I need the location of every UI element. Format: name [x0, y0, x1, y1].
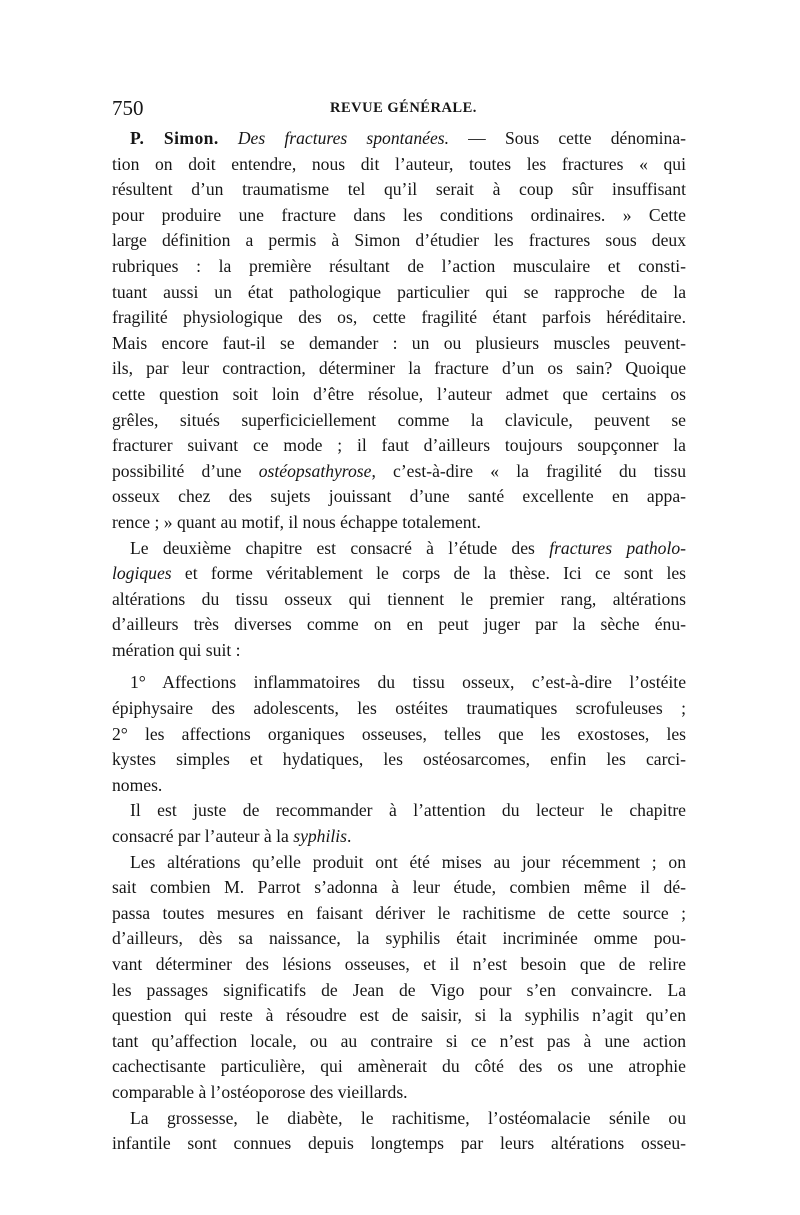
text-line: altérations du tissu osseux qui tiennent le premier rang, altérations: [112, 588, 686, 609]
paragraph-syphilis-alterations: [112, 850, 686, 1106]
text-line: La grossesse, le diabète, le rachitisme, l’ostéomalacie sénile ou: [130, 1107, 686, 1128]
work-title: Des fractures spontanées.: [237, 128, 449, 148]
text-line: les passages significatifs de Jean de Vigo pour s’en convaincre. La: [112, 979, 686, 1000]
text-line: large définition a permis à Simon d’étudier les fractures sous deux: [112, 230, 686, 251]
text-line: Mais encore faut-il se demander : un ou plusieurs muscles peuvent-: [112, 332, 686, 353]
text-line: épiphysaire des adolescents, les ostéites traumatiques scrofuleuses ;: [112, 698, 686, 719]
text-line: grêles, situés superficiciellement comme la clavicule, peuvent se: [112, 409, 686, 430]
text-line: question qui reste à résoudre est de saisir, si la syphilis n’agit qu’en: [112, 1005, 686, 1026]
text-line: vant déterminer des lésions osseuses, et il n’est besoin que de relire: [112, 954, 686, 974]
text-line: logiques et forme véritablement le corps de la thèse. Ici ce sont les: [112, 563, 686, 584]
paragraph-gap: [112, 663, 686, 670]
text-line: tant qu’affection locale, ou au contraire si ce n’est pas à une action: [112, 1030, 686, 1051]
text-line: comparable à l’ostéoporose des vieillards.: [112, 1081, 408, 1102]
text-line: rence ; » quant au motif, il nous échappe totalement.: [112, 511, 481, 532]
text-line: osseux chez des sujets jouissant d’une santé excellente en appa-: [112, 486, 686, 507]
text-line: sait combien M. Parrot s’adonna à leur étude, combien même il dé-: [112, 877, 686, 898]
page-number: 750: [112, 96, 144, 120]
text-line: tuant aussi un état pathologique particulier qui se rapproche de la: [112, 281, 686, 302]
text-line: résultent d’un traumatisme tel qu’il serait à coup sûr insuffisant: [112, 179, 686, 200]
text-line: d’ailleurs très diverses comme on en peut juger par la sèche énu-: [112, 614, 686, 635]
author-name: P. Simon.: [130, 128, 219, 148]
text-line: nomes.: [112, 774, 163, 795]
text-line: mération qui suit :: [112, 639, 241, 660]
text-line: kystes simples et hydatiques, les ostéosarcomes, enfin les carci-: [112, 749, 686, 770]
text-line: fracturer suivant ce mode ; il faut d’ailleurs toujours soupçonner la: [112, 435, 686, 456]
text-line: possibilité d’une ostéopsathyrose, c’est-à-dire « la fragilité du tissu: [112, 460, 686, 481]
running-head: [112, 96, 686, 126]
text-line: Le deuxième chapitre est consacré à l’étude des fractures patholo-: [130, 537, 686, 558]
italic-term: ostéopsathyrose: [258, 460, 372, 481]
text-line: consacré par l’auteur à la syphilis.: [112, 826, 352, 847]
text-line: cachectisante particulière, qui amènerait du côté des os une atrophie: [112, 1056, 686, 1077]
text-line: passa toutes mesures en faisant dériver le rachitisme de cette source ;: [112, 902, 686, 923]
running-title: REVUE GÉNÉRALE.: [330, 100, 477, 116]
text-line: P. Simon. Des fractures spontanées. — Sous cette dénomina-: [130, 128, 686, 148]
italic-term: fractures patholo-: [549, 537, 686, 558]
text-line: d’ailleurs, dès sa naissance, la syphilis était incriminée omme pou-: [112, 928, 686, 949]
text-line: pour produire une fracture dans les conditions ordinaires. » Cette: [112, 204, 686, 225]
paragraph-syphilis-chapter: [112, 798, 686, 849]
text-line: Les altérations qu’elle produit ont été mises au jour récemment ; on: [130, 851, 686, 872]
paragraph-fractures-pathologiques: [112, 536, 686, 664]
text-line: fragilité physiologique des os, cette fragilité étant parfois héréditaire.: [112, 307, 686, 328]
text-line: rubriques : la première résultant de l’action musculaire et consti-: [112, 255, 686, 276]
text-line: 1° Affections inflammatoires du tissu osseux, c’est-à-dire l’ostéite: [130, 672, 686, 693]
text-line: 2° les affections organiques osseuses, telles que les exostoses, les: [112, 723, 686, 744]
text-line: cette question soit loin d’être résolue, l’auteur admet que certains os: [112, 383, 686, 404]
text-line: Il est juste de recommander à l’attention du lecteur le chapitre: [130, 800, 686, 821]
italic-term: logiques: [112, 563, 172, 584]
italic-term: syphilis: [293, 826, 347, 847]
book-page: [112, 96, 686, 1157]
paragraph-fractures-spontanees: [112, 126, 686, 536]
text-line: tion on doit entendre, nous dit l’auteur, toutes les fractures « qui: [112, 153, 686, 174]
text-line: infantile sont connues depuis longtemps par leurs altérations osseu-: [112, 1133, 686, 1154]
text-line: ils, par leur contraction, déterminer la fracture d’un os sain? Quoique: [112, 358, 686, 379]
paragraph-grossesse: [112, 1106, 686, 1157]
paragraph-enumeration: [112, 670, 686, 798]
